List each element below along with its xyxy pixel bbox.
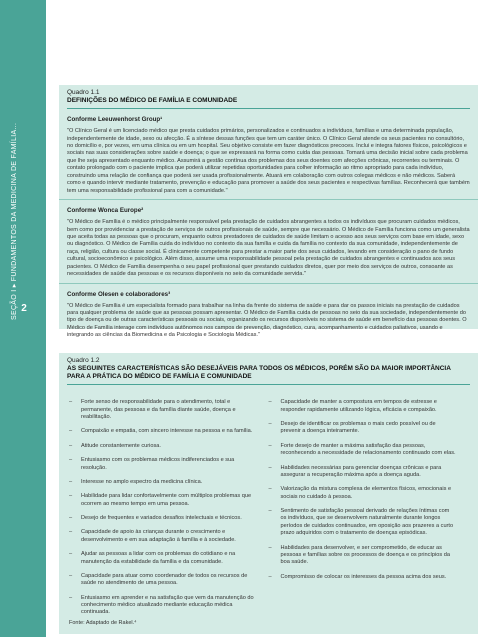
definition-title: Conforme Leeuwenhorst Group¹ bbox=[67, 116, 163, 124]
quadro-1-2 bbox=[59, 353, 478, 634]
definition-text: "O Clínico Geral é um licenciado médico que presta cuidados primários, personalizados e continuados a indivíduos, famílias e uma determinada população, independentemente de idade, sexo ou afecção. É a síntese dessas funções que tem um caráter único. O Clínico Geral atende os seus pacientes no consultório, no domicílio e, por vezes, em uma clínica ou em um hospital. Seu objetivo consiste em fazer diagnósticos precoces. Inclui e integra fatores físicos, psicológicos e sociais nas suas considerações sobre saúde e doença; o que se expressará na forma como cuida das pessoas. Tomará uma decisão inicial sobre cada problema que lhe seja apresentado enquanto médico. Assumirá a gestão contínua dos problemas dos seus doentes com afecções crônicas, recorrentes ou terminais. O contato prolongado com o paciente implica que poderá utilizar repetidas oportunidades para colher informação ao ritmo apropriado para cada indivíduo, construindo uma relação de confiança que poderá ser usada profissionalmente. Atuará em colaboração com outros colegas médicos e não médicos. Saberá como e quando intervir mediante tratamento, prevenção e educação para promover a saúde dos seus pacientes e respectivas famílias. Reconhecerá que também tem uma responsabilidade profissional para com a comunidade." bbox=[67, 128, 470, 194]
box-title: DEFINIÇÕES DO MÉDICO DE FAMÍLIA E COMUNIDADE bbox=[67, 97, 238, 104]
list-item: – Capacidade de manter a compostura em tempos de estresse e responder rapidamente utilizando lógica, eficácia e compaixão. bbox=[269, 399, 457, 414]
list-item: – Capacidade para atuar como coordenador de todos os recursos de saúde no atendimento de uma pessoa. bbox=[69, 573, 257, 588]
definition-section bbox=[59, 199, 478, 283]
definition-text: "O Médico de Família é um especialista formado para trabalhar na linha da frente do sistema de saúde e para dar os passos iniciais na prestação de cuidados para qualquer problema de saúde que as pessoas possam apresentar. O Médico de Família cuida de pessoas no seio da sua sociedade, independentemente do tipo de doença ou de outras características pessoais ou sociais, organizando os recursos disponíveis no sistema de saúde em benefício das pessoas doentes. O Médico de Família interage com indivíduos autônomos nos campos de prevenção, diagnóstico, cura, acompanhamento e cuidados paliativos, usando e integrando as ciências da Biomedicina e da Psicologia e Sociologia Médicas." bbox=[67, 302, 467, 339]
box-label: Quadro 1.1 bbox=[67, 89, 100, 96]
list-item: – Compaixão e empatia, com sincero interesse na pessoa e na família. bbox=[69, 428, 257, 435]
source-note: Fonte: Adaptado de Rakel.⁴ bbox=[69, 620, 137, 626]
list-item: – Interesse no amplo espectro da medicina clínica. bbox=[69, 479, 257, 486]
sidebar bbox=[0, 0, 46, 637]
box-label: Quadro 1.2 bbox=[67, 357, 100, 364]
list-item: – Habilidade para lidar confortavelmente com múltiplos problemas que ocorrem ao mesmo tempo em uma pessoa. bbox=[69, 493, 257, 508]
list-item: – Valorização da mistura complexa de elementos físicos, emocionais e sociais no cuidado à pessoa. bbox=[269, 486, 457, 501]
definition-section bbox=[59, 283, 478, 344]
list-item: – Entusiasmo em aprender e na satisfação que vem da manutenção do conhecimento médico atualizado mediante educação médica continuada. bbox=[69, 595, 257, 617]
list-item: – Atitude constantemente curiosa. bbox=[69, 443, 257, 450]
list-item: – Habilidades para desenvolver, e ser comprometido, de educar as pessoas e famílias sobre os processos de doença e os princípios da boa saúde. bbox=[269, 545, 457, 567]
section-running-head: SEÇÃO I ▸ FUNDAMENTOS DA MEDICINA DE FAMÍLIA... bbox=[11, 122, 18, 320]
list-item: – Desejo de identificar os problemas o mais cedo possível ou de prevenir a doença inteiramente. bbox=[269, 421, 457, 436]
list-item: – Desejo de frequentes e variados desafios intelectuais e técnicos. bbox=[69, 515, 257, 522]
list-item: – Compromisso de colocar os interesses da pessoa acima dos seus. bbox=[269, 574, 457, 581]
characteristics-left-column bbox=[69, 399, 269, 624]
box-title: AS SEGUINTES CARACTERÍSTICAS SÃO DESEJÁVEIS PARA TODOS OS MÉDICOS, PORÉM SÃO DA MAIOR IMPORTÂNCIA PARA A PRÁTICA DO MÉDICO DE FAMÍLIA E COMUNIDADE bbox=[67, 365, 451, 381]
quadro-1-1 bbox=[59, 85, 478, 339]
definition-text: "O Médico de Família é o médico principalmente responsável pela prestação de cuidados abrangentes a todos os indivíduos que procuram cuidados médicos, bem como por providenciar a prestação de serviços de outros profissionais de saúde, sempre que necessário. O Médico de Família funciona como um generalista que aceita todas as pessoas que o procuram, enquanto outros prestadores de cuidados de saúde limitam o acesso aos seus serviços com base em idade, sexo ou diagnóstico. O Médico de Família cuida do indivíduo no contexto da sua família e cuida da família no contexto da sua comunidade, independentemente de raça, religião, cultura ou classe social. É clinicamente competente para prestar a maior parte dos seus cuidados, levando em consideração o pano de fundo cultural, socioeconômico e psicológico. Além disso, assume uma responsabilidade pessoal pela prestação de cuidados abrangentes e continuados aos seus pacientes. O Médico de Família desempenha o seu papel profissional quer prestando cuidados diretos, quer por meio dos serviços de outros, consoante as necessidades de saúde das pessoas e os recursos disponíveis no seio da comunidade servida." bbox=[67, 219, 470, 278]
characteristics-right-column bbox=[269, 399, 469, 624]
definition-title: Conforme Wonca Europe² bbox=[67, 207, 144, 215]
page-number: 2 bbox=[21, 303, 27, 314]
definition-title: Conforme Olesen e colaboradores³ bbox=[67, 290, 171, 298]
list-item: – Habilidades necessárias para gerenciar doenças crônicas e para assegurar a recuperação máxima após a doença aguda. bbox=[269, 465, 457, 480]
list-item: – Entusiasmo com os problemas médicos indiferenciados e sua resolução. bbox=[69, 457, 257, 472]
definition-section bbox=[59, 109, 478, 199]
list-item: – Forte senso de responsabilidade para o atendimento, total e permanente, das pessoas e da família diante saúde, doença e reabilitação. bbox=[69, 399, 257, 421]
list-item: – Forte desejo de manter a máxima satisfação das pessoas, reconhecendo a necessidade de relacionamento continuado com elas. bbox=[269, 443, 457, 458]
list-item: – Capacidade de apoio às crianças durante o crescimento e desenvolvimento e em sua adaptação à família e à sociedade. bbox=[69, 529, 257, 544]
list-item: – Ajudar as pessoas a lidar com os problemas do cotidiano e na manutenção da estabilidade da família e da comunidade. bbox=[69, 551, 257, 566]
list-item: – Sentimento de satisfação pessoal derivado de relações íntimas com os indivíduos, que se desenvolvem naturalmente durante longos períodos de cuidados continuados, em oposição aos prazeres a curto prazo adquiridos com o tratamento de doenças episódicas. bbox=[269, 508, 457, 538]
